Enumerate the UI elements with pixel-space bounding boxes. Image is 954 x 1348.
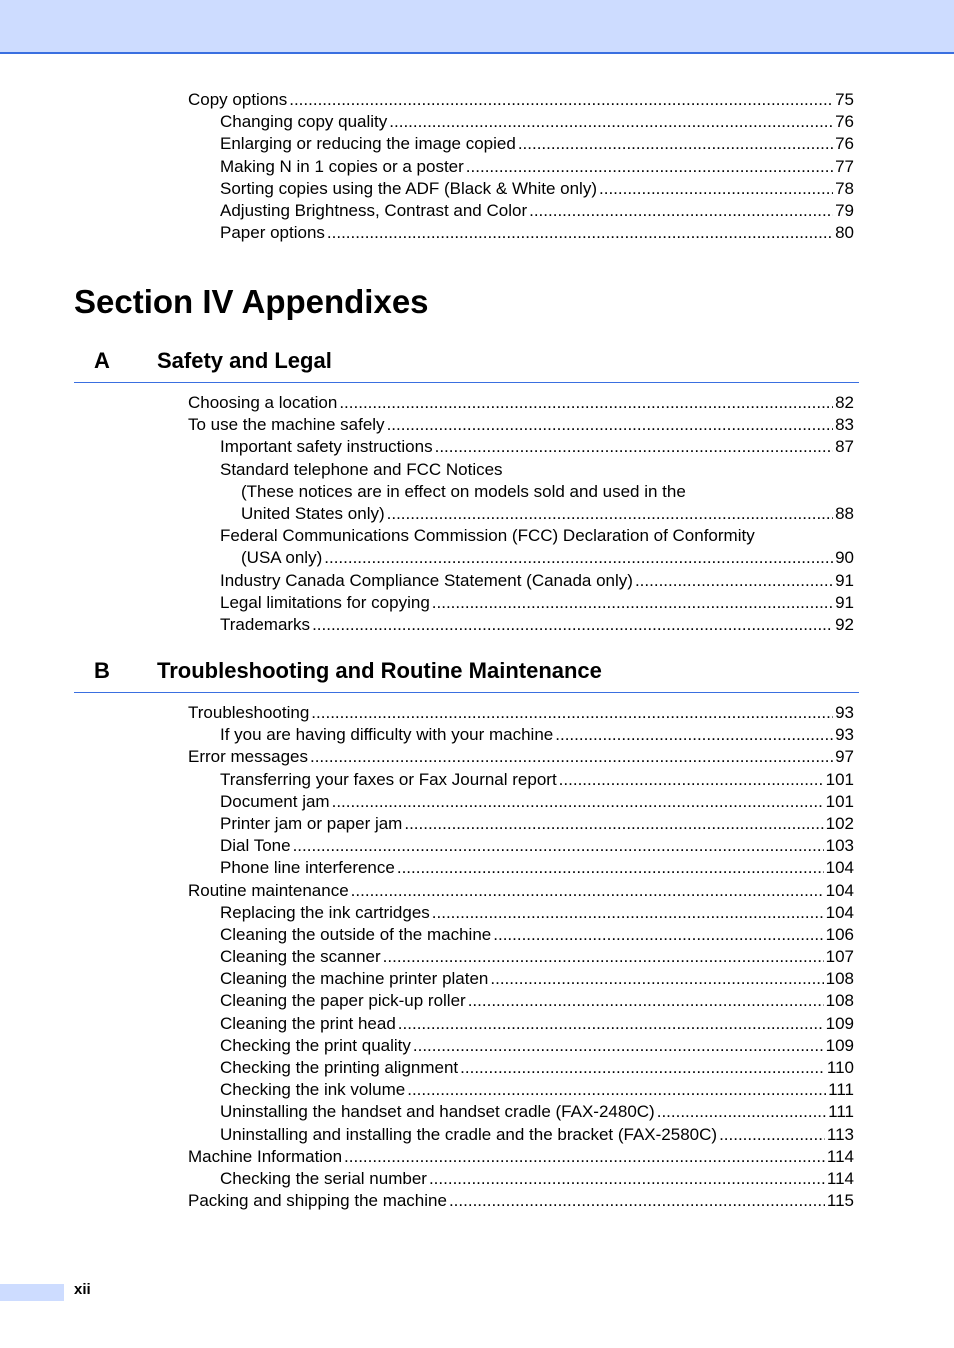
toc-entry[interactable] (188, 436, 854, 458)
toc-entry-title: If you are having difficulty with your machine (220, 725, 554, 745)
toc-entry-title: Federal Communications Commission (FCC) Declaration of Conformity (220, 526, 755, 546)
toc-entry[interactable] (188, 200, 854, 222)
toc-entry-page: 113 (826, 1124, 854, 1144)
toc-dot-leader (432, 902, 824, 924)
toc-dot-leader (398, 1013, 824, 1035)
toc-entry[interactable] (188, 791, 854, 813)
toc-entry-page: 104 (825, 858, 854, 878)
toc-entry-page: 82 (835, 393, 854, 412)
toc-entry[interactable] (188, 1013, 854, 1035)
toc-entry-page: 114 (826, 1146, 854, 1166)
toc-entry[interactable] (188, 835, 854, 857)
toc-entry[interactable] (188, 769, 854, 791)
toc-entry-page: 91 (835, 570, 854, 590)
toc-entry-title: Sorting copies using the ADF (Black & White only) (220, 178, 597, 198)
toc-entry[interactable] (188, 857, 854, 879)
toc-entry[interactable] (188, 702, 854, 724)
toc-entry-title: Uninstalling the handset and handset cradle (FAX-2480C) (220, 1102, 655, 1122)
toc-entry-page: 111 (828, 1102, 854, 1122)
toc-entry-page: 78 (835, 178, 854, 198)
toc-entry-title: Cleaning the paper pick-up roller (220, 991, 466, 1011)
toc-entry[interactable] (188, 724, 854, 746)
toc-entry-page: 109 (825, 1013, 854, 1033)
toc-entry-page: 91 (835, 592, 854, 612)
toc-dot-leader (449, 1190, 825, 1212)
toc-entry-title: Cleaning the scanner (220, 947, 381, 967)
toc-dot-leader (389, 111, 833, 133)
toc-dot-leader (719, 1124, 825, 1146)
toc-entry-page: 75 (835, 90, 854, 109)
toc-entry[interactable] (188, 746, 854, 768)
toc-entry-title: Transferring your faxes or Fax Journal report (220, 769, 557, 789)
toc-dot-leader (339, 392, 833, 414)
toc-entry-title: Error messages (188, 747, 308, 767)
toc-entry[interactable] (188, 880, 854, 902)
toc-entry-page: 104 (825, 880, 854, 900)
toc-entry-title: Changing copy quality (220, 112, 388, 132)
toc-entry-title: Cleaning the print head (220, 1013, 396, 1033)
toc-dot-leader (490, 968, 823, 990)
toc-entry-title: Routine maintenance (188, 880, 349, 900)
toc-entry-page: 115 (826, 1191, 854, 1211)
toc-dot-leader (599, 178, 833, 200)
toc-entry[interactable] (188, 1101, 854, 1123)
toc-entry-page: 88 (835, 503, 854, 523)
toc-dot-leader (407, 1079, 826, 1101)
toc-entry-title: Uninstalling and installing the cradle and the bracket (FAX-2580C) (220, 1124, 718, 1144)
page-number: xii (74, 1281, 91, 1298)
toc-dot-leader (435, 436, 833, 458)
toc-entry-title: Cleaning the outside of the machine (220, 924, 492, 944)
chapter-b-toc-list (188, 702, 854, 1212)
toc-entry[interactable] (188, 222, 854, 244)
toc-dot-leader (351, 880, 824, 902)
toc-entry-page: 110 (826, 1058, 854, 1077)
toc-entry-page: 76 (835, 112, 854, 132)
toc-entry-page: 90 (835, 548, 854, 568)
toc-entry-page: 97 (835, 747, 854, 767)
toc-dot-leader (635, 570, 833, 592)
toc-dot-leader (466, 156, 833, 178)
toc-entry-page: 93 (835, 703, 854, 722)
toc-entry[interactable] (188, 547, 854, 569)
chapter-a-toc-list (188, 392, 854, 636)
toc-entry-title: Choosing a location (188, 393, 338, 412)
toc-entry[interactable] (188, 1079, 854, 1101)
toc-entry[interactable] (188, 946, 854, 968)
toc-dot-leader (293, 835, 824, 857)
toc-entry[interactable] (188, 968, 854, 990)
toc-entry-title: Replacing the ink cartridges (220, 902, 430, 922)
toc-entry-title: Checking the print quality (220, 1035, 411, 1055)
toc-dot-leader (468, 990, 824, 1012)
toc-entry[interactable] (188, 614, 854, 636)
toc-entry[interactable] (188, 924, 854, 946)
toc-dot-leader (327, 222, 833, 244)
toc-entry[interactable] (188, 902, 854, 924)
toc-entry-title: Checking the printing alignment (220, 1058, 459, 1077)
toc-dot-leader (344, 1146, 825, 1168)
toc-dot-leader (383, 946, 824, 968)
toc-dot-leader (460, 1057, 825, 1079)
toc-entry[interactable] (188, 156, 854, 178)
toc-entry[interactable] (188, 111, 854, 133)
section-title: Section IV Appendixes (74, 283, 429, 320)
toc-entry-title: Adjusting Brightness, Contrast and Color (220, 200, 528, 220)
toc-entry[interactable] (188, 525, 854, 547)
toc-entry[interactable] (188, 990, 854, 1012)
toc-entry[interactable] (188, 592, 854, 614)
toc-entry-title: Phone line interference (220, 858, 395, 878)
header-band (0, 0, 954, 54)
chapter-b-letter: B (94, 658, 110, 683)
toc-entry-page: 114 (826, 1168, 854, 1188)
toc-dot-leader (429, 1168, 825, 1190)
toc-entry-page: 108 (825, 991, 854, 1011)
toc-entry-title: Industry Canada Compliance Statement (Canada only) (220, 570, 633, 590)
toc-entry-title: Printer jam or paper jam (220, 813, 403, 833)
toc-entry[interactable] (188, 178, 854, 200)
toc-entry-page: 109 (825, 1035, 854, 1055)
toc-entry[interactable] (188, 133, 854, 155)
footer-band (0, 1284, 64, 1301)
toc-dot-leader (559, 769, 824, 791)
toc-entry[interactable] (188, 503, 854, 525)
toc-entry[interactable] (188, 813, 854, 835)
toc-entry-title: Enlarging or reducing the image copied (220, 134, 516, 154)
toc-entry[interactable] (188, 1146, 854, 1168)
toc-dot-leader (312, 614, 833, 636)
toc-entry-page: 106 (825, 924, 854, 944)
toc-entry-page: 76 (835, 134, 854, 154)
toc-entry-page: 103 (825, 836, 854, 856)
chapter-b-title: Troubleshooting and Routine Maintenance (157, 658, 602, 683)
toc-entry-page: 101 (825, 769, 854, 789)
toc-entry-title: To use the machine safely (188, 415, 385, 435)
toc-entry[interactable] (188, 1057, 854, 1079)
chapter-a-title: Safety and Legal (157, 348, 332, 373)
toc-entry-page: 77 (835, 156, 854, 176)
toc-entry-page: 93 (835, 725, 854, 745)
toc-entry-title: Copy options (188, 90, 288, 109)
toc-entry-page: 87 (835, 437, 854, 457)
toc-entry-page: 104 (825, 902, 854, 922)
toc-entry-title: Checking the ink volume (220, 1080, 406, 1100)
toc-entry-title: Trademarks (220, 614, 311, 634)
toc-entry[interactable] (188, 89, 854, 111)
toc-entry[interactable] (188, 1035, 854, 1057)
toc-entry-page: 101 (825, 791, 854, 811)
toc-entry-page: 108 (825, 969, 854, 989)
toc-dot-leader (432, 592, 833, 614)
toc-top-list (188, 89, 854, 244)
toc-entry-title: Standard telephone and FCC Notices (220, 459, 503, 479)
toc-dot-leader (311, 702, 833, 724)
chapter-a-heading (74, 342, 859, 383)
toc-entry-title: Checking the serial number (220, 1168, 427, 1188)
toc-entry-title: Cleaning the machine printer platen (220, 969, 489, 989)
toc-dot-leader (657, 1101, 826, 1123)
toc-entry-title: Legal limitations for copying (220, 592, 430, 612)
toc-dot-leader (310, 746, 833, 768)
toc-dot-leader (387, 414, 834, 436)
toc-entry-title: (These notices are in effect on models sold and used in the (241, 481, 686, 501)
toc-entry[interactable] (188, 459, 854, 481)
toc-entry-page: 102 (825, 813, 854, 833)
toc-entry[interactable] (188, 1124, 854, 1146)
toc-dot-leader (493, 924, 823, 946)
toc-entry[interactable] (188, 481, 854, 503)
toc-entry[interactable] (188, 392, 854, 414)
toc-entry-title: Dial Tone (220, 836, 291, 856)
toc-entry-page: 83 (835, 415, 854, 435)
chapter-a-letter: A (94, 348, 110, 373)
toc-entry-page: 111 (828, 1080, 854, 1100)
toc-entry-title: (USA only) (241, 548, 323, 568)
toc-entry-page: 79 (835, 200, 854, 220)
toc-dot-leader (397, 857, 824, 879)
toc-entry-title: Document jam (220, 791, 330, 811)
toc-entry[interactable] (188, 1168, 854, 1190)
toc-entry-title: Paper options (220, 223, 325, 243)
toc-entry[interactable] (188, 1190, 854, 1212)
toc-dot-leader (555, 724, 833, 746)
toc-entry-title: Making N in 1 copies or a poster (220, 156, 464, 176)
toc-entry-title: Important safety instructions (220, 437, 433, 457)
toc-dot-leader (413, 1035, 824, 1057)
toc-dot-leader (404, 813, 823, 835)
toc-entry-title: United States only) (241, 503, 385, 523)
toc-dot-leader (324, 547, 833, 569)
toc-dot-leader (529, 200, 833, 222)
toc-entry[interactable] (188, 414, 854, 436)
toc-entry-title: Machine Information (188, 1146, 343, 1166)
toc-entry-title: Packing and shipping the machine (188, 1191, 447, 1211)
toc-dot-leader (518, 133, 833, 155)
toc-entry-page: 92 (835, 614, 854, 634)
toc-entry-title: Troubleshooting (188, 703, 310, 722)
toc-entry[interactable] (188, 570, 854, 592)
toc-dot-leader (289, 89, 833, 111)
toc-dot-leader (332, 791, 824, 813)
toc-entry-page: 80 (835, 223, 854, 243)
chapter-b-heading (74, 652, 859, 693)
toc-dot-leader (387, 503, 833, 525)
toc-entry-page: 107 (825, 947, 854, 967)
